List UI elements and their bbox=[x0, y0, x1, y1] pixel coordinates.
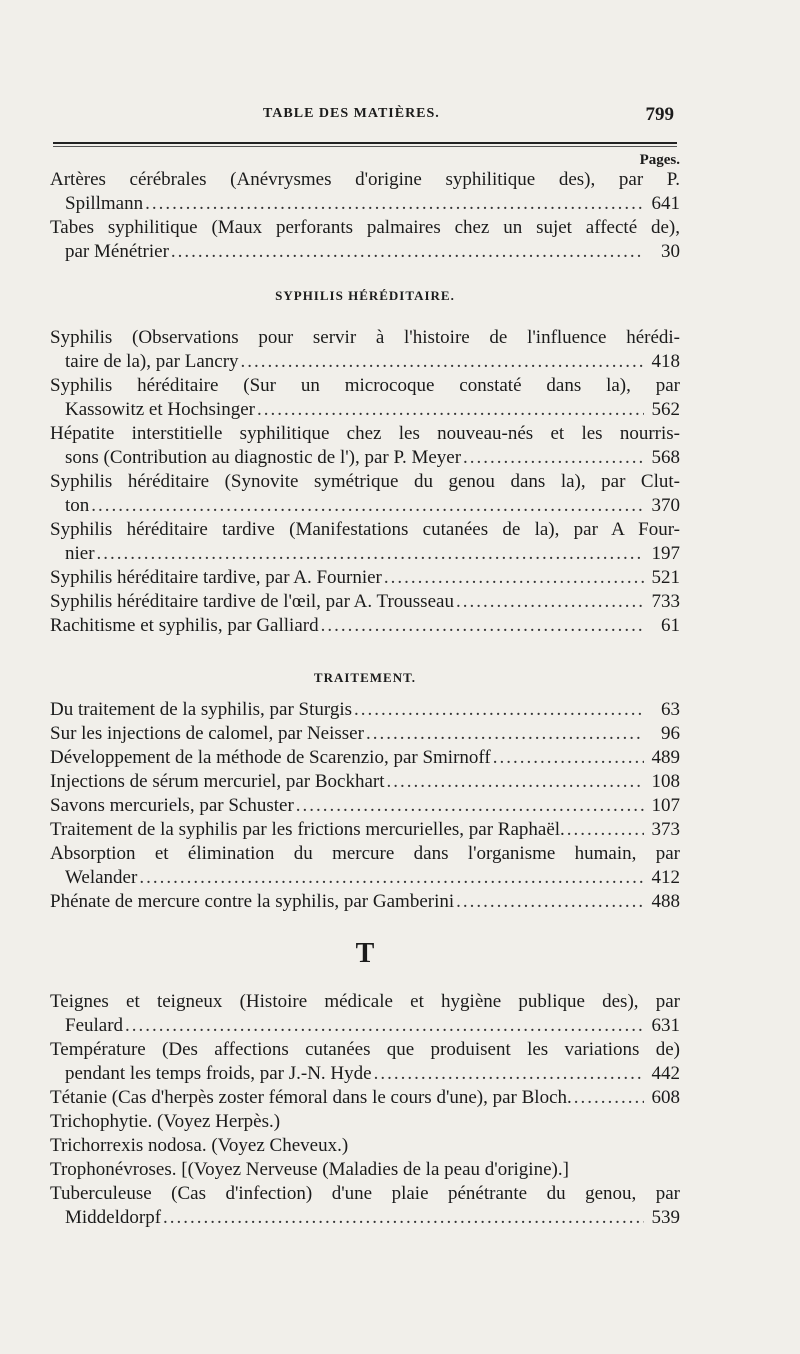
header-rule bbox=[53, 142, 677, 144]
toc-entry bbox=[50, 794, 680, 818]
entry-text: Savons mercuriels, par Schuster bbox=[50, 795, 294, 816]
entry-text-line: Syphilis (Observations pour servir à l'histoire de l'influence hérédi- bbox=[50, 327, 680, 348]
section-letter-t: T bbox=[355, 938, 375, 969]
dot-leader bbox=[241, 350, 644, 374]
entry-text: Syphilis héréditaire tardive, par A. Fournier bbox=[50, 567, 382, 588]
entry-text: sons (Contribution au diagnostic de l'), par P. Meyer bbox=[65, 447, 462, 468]
hereditaire-entries bbox=[50, 326, 680, 638]
intro-entries bbox=[50, 168, 680, 264]
section-heading-traitement: TRAITEMENT. bbox=[313, 670, 417, 685]
entry-last-line bbox=[50, 722, 680, 746]
toc-entry bbox=[50, 1134, 680, 1158]
dot-leader bbox=[384, 566, 644, 590]
toc-entry bbox=[50, 770, 680, 794]
toc-entry bbox=[50, 1158, 680, 1182]
entry-text: Kassowitz et Hochsinger bbox=[65, 399, 255, 420]
entry-page-number: 96 bbox=[661, 723, 680, 744]
entry-last-line bbox=[50, 1110, 680, 1134]
entry-text: Syphilis héréditaire tardive de l'œil, par A. Trousseau bbox=[50, 591, 454, 612]
entry-text-line: Teignes et teigneux (Histoire médicale et hygiène publique des), par bbox=[50, 991, 680, 1012]
toc-entry bbox=[50, 422, 680, 470]
dot-leader bbox=[171, 240, 644, 264]
entry-last-line bbox=[50, 542, 680, 566]
entry-text-line: Température (Des affections cutanées que produisent les variations de) bbox=[50, 1039, 680, 1060]
entry-last-line bbox=[50, 614, 680, 638]
entry-page-number: 608 bbox=[651, 1087, 680, 1108]
entry-last-line bbox=[50, 494, 680, 518]
entry-text: Trophonévroses. [(Voyez Nerveuse (Maladies de la peau d'origine).] bbox=[50, 1159, 569, 1180]
dot-leader bbox=[125, 1014, 644, 1038]
entry-text: Middeldorpf bbox=[65, 1207, 162, 1228]
traitement-entries bbox=[50, 698, 680, 914]
entry-text: Développement de la méthode de Scarenzio, par Smirnoff bbox=[50, 747, 491, 768]
entry-page-number: 30 bbox=[661, 241, 680, 262]
entry-text-line: Syphilis héréditaire tardive (Manifestations cutanées de la), par A Four- bbox=[50, 519, 680, 540]
entry-text: Sur les injections de calomel, par Neisser bbox=[50, 723, 364, 744]
entry-last-line bbox=[50, 794, 680, 818]
entry-last-line bbox=[50, 1158, 680, 1182]
dot-leader bbox=[257, 398, 644, 422]
t-entries bbox=[50, 990, 680, 1230]
entry-text: Du traitement de la syphilis, par Sturgis bbox=[50, 699, 353, 720]
entry-page-number: 568 bbox=[651, 447, 680, 468]
toc-entry bbox=[50, 216, 680, 264]
dot-leader bbox=[321, 614, 644, 638]
entry-page-number: 733 bbox=[651, 591, 680, 612]
toc-entry bbox=[50, 326, 680, 374]
entry-last-line bbox=[50, 890, 680, 914]
toc-entry bbox=[50, 1086, 680, 1110]
entry-last-line bbox=[50, 1014, 680, 1038]
entry-last-line bbox=[50, 566, 680, 590]
entry-last-line bbox=[50, 398, 680, 422]
entry-page-number: 61 bbox=[661, 615, 680, 636]
entry-text-line: Artères cérébrales (Anévrysmes d'origine syphilitique des), par P. bbox=[50, 169, 680, 190]
entry-text: Feulard bbox=[65, 1015, 124, 1036]
entry-last-line bbox=[50, 1062, 680, 1086]
toc-entry bbox=[50, 566, 680, 590]
toc-entry bbox=[50, 470, 680, 518]
entry-text: Phénate de mercure contre la syphilis, par Gamberini bbox=[50, 891, 455, 912]
entry-text: taire de la), par Lancry bbox=[65, 351, 239, 372]
toc-entry bbox=[50, 1182, 680, 1230]
dot-leader bbox=[145, 192, 644, 216]
entry-text: Injections de sérum mercuriel, par Bockhart bbox=[50, 771, 385, 792]
dot-leader bbox=[463, 446, 644, 470]
dot-leader bbox=[567, 818, 644, 842]
entry-last-line bbox=[50, 590, 680, 614]
entry-last-line bbox=[50, 770, 680, 794]
dot-leader bbox=[163, 1206, 644, 1230]
running-title: TABLE DES MATIÈRES. bbox=[263, 106, 440, 121]
dot-leader bbox=[139, 866, 644, 890]
toc-entry bbox=[50, 990, 680, 1038]
entry-last-line bbox=[50, 192, 680, 216]
entry-page-number: 488 bbox=[651, 891, 680, 912]
entry-last-line bbox=[50, 818, 680, 842]
toc-entry bbox=[50, 722, 680, 746]
dot-leader bbox=[91, 494, 644, 518]
entry-text: Trichophytie. (Voyez Herpès.) bbox=[50, 1111, 281, 1132]
entry-last-line bbox=[50, 1134, 680, 1158]
dot-leader bbox=[296, 794, 644, 818]
entry-text: pendant les temps froids, par J.-N. Hyde bbox=[65, 1063, 372, 1084]
entry-page-number: 63 bbox=[661, 699, 680, 720]
entry-text: Welander bbox=[65, 867, 138, 888]
toc-entry bbox=[50, 1038, 680, 1086]
entry-last-line bbox=[50, 746, 680, 770]
entry-text-line: Hépatite interstitielle syphilitique chez les nouveau-nés et les nourris- bbox=[50, 423, 680, 444]
entry-page-number: 489 bbox=[651, 747, 680, 768]
entry-page-number: 562 bbox=[651, 399, 680, 420]
entry-page-number: 539 bbox=[651, 1207, 680, 1228]
entry-page-number: 412 bbox=[651, 867, 680, 888]
entry-text-line: Tuberculeuse (Cas d'infection) d'une plaie pénétrante du genou, par bbox=[50, 1183, 680, 1204]
toc-entry bbox=[50, 890, 680, 914]
entry-page-number: 108 bbox=[651, 771, 680, 792]
dot-leader bbox=[456, 590, 644, 614]
dot-leader bbox=[354, 698, 644, 722]
entry-text: Spillmann bbox=[65, 193, 144, 214]
toc-entry bbox=[50, 698, 680, 722]
toc-entry bbox=[50, 168, 680, 216]
entry-text: par Ménétrier bbox=[65, 241, 169, 262]
entry-text-line: Syphilis héréditaire (Synovite symétrique du genou dans la), par Clut- bbox=[50, 471, 680, 492]
toc-entry bbox=[50, 374, 680, 422]
entry-page-number: 442 bbox=[651, 1063, 680, 1084]
entry-last-line bbox=[50, 446, 680, 470]
entry-text: nier bbox=[65, 543, 95, 564]
entry-text-line: Syphilis héréditaire (Sur un microcoque constaté dans la), par bbox=[50, 375, 680, 396]
entry-page-number: 373 bbox=[651, 819, 680, 840]
table-of-contents bbox=[50, 168, 680, 1230]
entry-last-line bbox=[50, 866, 680, 890]
entry-text: Traitement de la syphilis par les frictions mercurielles, par Raphaël. bbox=[50, 819, 565, 840]
toc-entry bbox=[50, 842, 680, 890]
entry-last-line bbox=[50, 350, 680, 374]
dot-leader bbox=[97, 542, 644, 566]
entry-last-line bbox=[50, 1206, 680, 1230]
toc-entry bbox=[50, 746, 680, 770]
entry-text: Tétanie (Cas d'herpès zoster fémoral dans le cours d'une), par Bloch. bbox=[50, 1087, 572, 1108]
entry-text-line: Absorption et élimination du mercure dans l'organisme humain, par bbox=[50, 843, 680, 864]
dot-leader bbox=[493, 746, 644, 770]
entry-last-line bbox=[50, 1086, 680, 1110]
pages-column-label: Pages. bbox=[639, 152, 680, 168]
toc-entry bbox=[50, 614, 680, 638]
section-heading-hereditaire: SYPHILIS HÉRÉDITAIRE. bbox=[275, 288, 455, 303]
dot-leader bbox=[456, 890, 644, 914]
running-head bbox=[50, 104, 680, 126]
entry-page-number: 370 bbox=[651, 495, 680, 516]
entry-page-number: 521 bbox=[651, 567, 680, 588]
entry-page-number: 631 bbox=[651, 1015, 680, 1036]
toc-entry bbox=[50, 818, 680, 842]
entry-text-line: Tabes syphilitique (Maux perforants palmaires chez un sujet affecté de), bbox=[50, 217, 680, 238]
toc-entry bbox=[50, 1110, 680, 1134]
entry-page-number: 418 bbox=[651, 351, 680, 372]
entry-last-line bbox=[50, 240, 680, 264]
dot-leader bbox=[366, 722, 644, 746]
entry-text: Trichorrexis nodosa. (Voyez Cheveux.) bbox=[50, 1135, 349, 1156]
entry-text: ton bbox=[65, 495, 90, 516]
dot-leader bbox=[374, 1062, 644, 1086]
dot-leader bbox=[387, 770, 645, 794]
toc-entry bbox=[50, 590, 680, 614]
entry-page-number: 107 bbox=[651, 795, 680, 816]
entry-page-number: 197 bbox=[651, 543, 680, 564]
dot-leader bbox=[574, 1086, 644, 1110]
toc-entry bbox=[50, 518, 680, 566]
entry-last-line bbox=[50, 698, 680, 722]
page-number: 799 bbox=[645, 104, 674, 125]
entry-text: Rachitisme et syphilis, par Galliard bbox=[50, 615, 319, 636]
entry-page-number: 641 bbox=[651, 193, 680, 214]
